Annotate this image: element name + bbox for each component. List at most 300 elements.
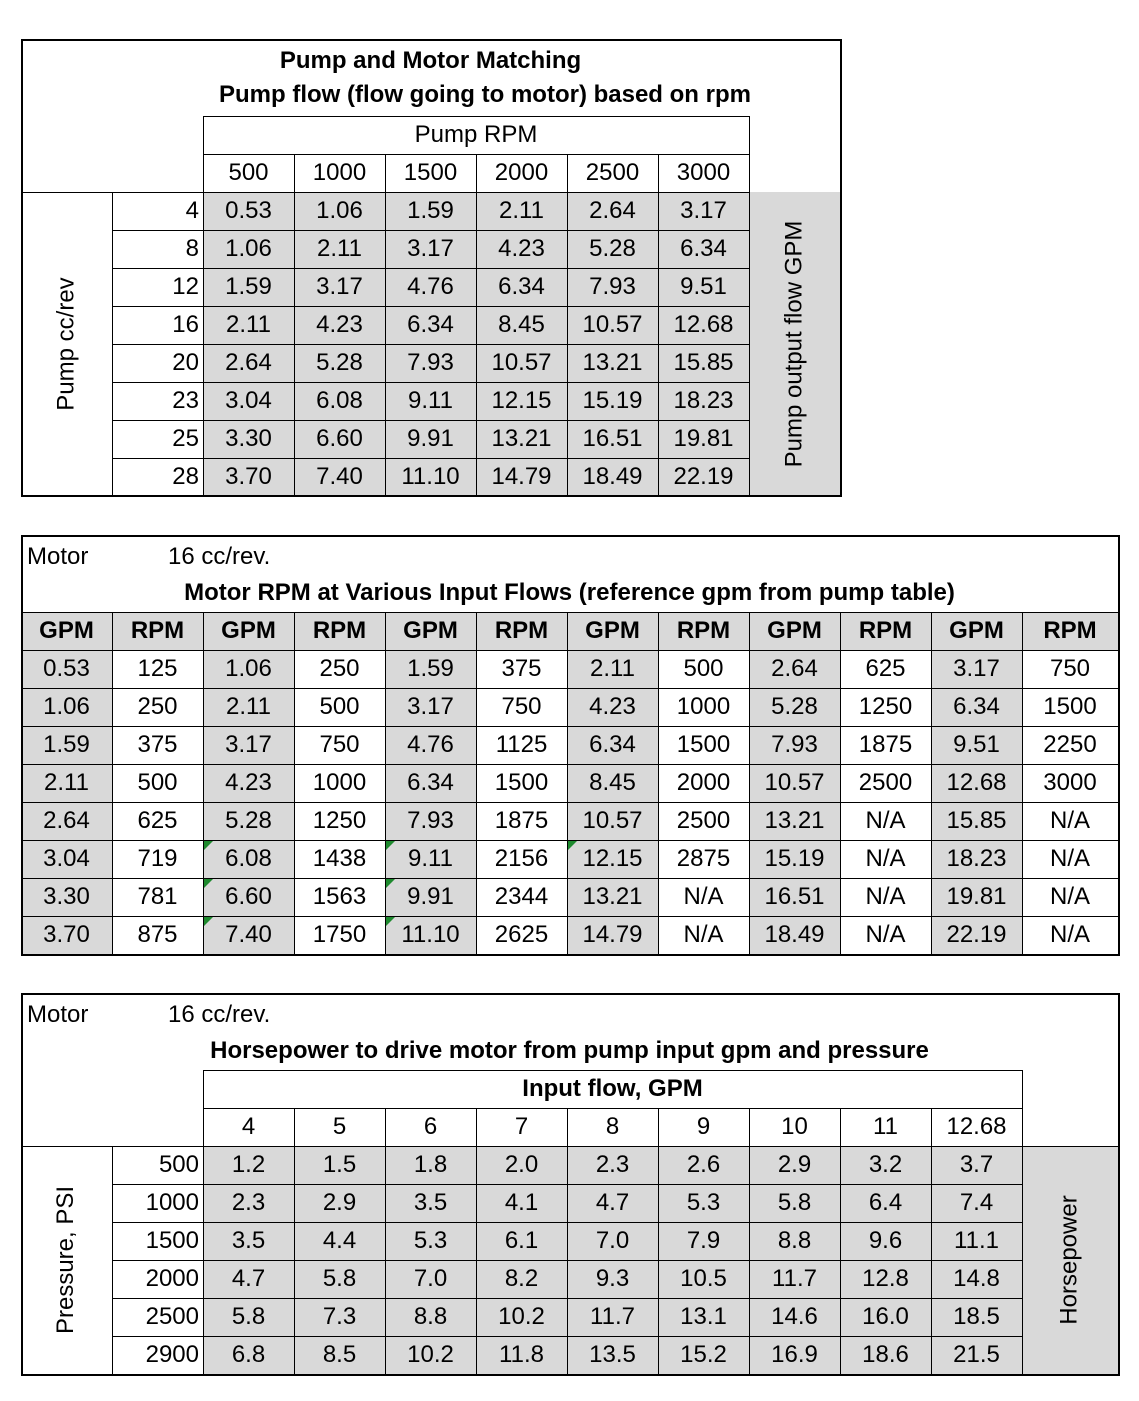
table1-flow-cell[interactable]: 1.59: [225, 273, 272, 300]
table2-cell[interactable]: 6.60: [225, 883, 272, 910]
table3-hp-cell[interactable]: 3.2: [868, 1151, 903, 1178]
table3-hp-cell[interactable]: 11.7: [590, 1303, 635, 1330]
table2-cell[interactable]: 3.17: [407, 693, 454, 720]
grid-line-h: [21, 1374, 1120, 1376]
table2-cell[interactable]: 719: [137, 845, 178, 872]
table2-cell[interactable]: 7.93: [407, 807, 454, 834]
table2-cell[interactable]: 9.11: [408, 845, 453, 872]
table1-flow-cell[interactable]: 3.17: [316, 273, 363, 300]
table1-cc-value[interactable]: 16: [172, 311, 199, 338]
grid-line-h: [112, 344, 750, 345]
table2-cell[interactable]: 13.21: [764, 807, 825, 834]
table3-psi-value[interactable]: 2900: [145, 1341, 199, 1368]
table3-hp-cell[interactable]: 7.0: [413, 1265, 448, 1292]
grid-line-h: [112, 306, 750, 307]
table3-hp-cell[interactable]: 7.4: [959, 1189, 994, 1216]
table2-cell[interactable]: N/A: [1049, 921, 1090, 948]
table2-cell[interactable]: N/A: [865, 883, 906, 910]
grid-line-h: [203, 1070, 1023, 1071]
table2-cell[interactable]: 10.57: [764, 769, 825, 796]
table3-hp-cell[interactable]: 4.7: [231, 1265, 266, 1292]
table2-cell[interactable]: 18.23: [946, 845, 1007, 872]
table1-flow-cell[interactable]: 9.91: [407, 425, 454, 452]
table1-flow-cell[interactable]: 18.23: [673, 387, 734, 414]
table3-hp-cell[interactable]: 9.6: [868, 1227, 903, 1254]
table1-flow-cell[interactable]: 5.28: [316, 349, 363, 376]
table3-psi-value[interactable]: 1500: [145, 1227, 199, 1254]
grid-line-h: [21, 726, 1119, 727]
table3-hp-cell[interactable]: 11.7: [772, 1265, 817, 1292]
table3-hp-cell[interactable]: 18.6: [862, 1341, 909, 1368]
table3-hp-cell[interactable]: 2.6: [686, 1151, 721, 1178]
table3-flow-col-header[interactable]: 10: [781, 1113, 808, 1140]
grid-line-h: [21, 688, 1119, 689]
grid-line-v: [931, 612, 932, 955]
grid-line-v: [567, 154, 568, 496]
table1-flow-cell[interactable]: 15.19: [582, 387, 643, 414]
table1-flow-cell[interactable]: 10.57: [491, 349, 552, 376]
table1-flow-cell[interactable]: 3.04: [225, 387, 272, 414]
table3-hp-cell[interactable]: 6.1: [504, 1227, 539, 1254]
table3-hp-cell[interactable]: 11.8: [499, 1341, 544, 1368]
grid-line-v: [385, 154, 386, 496]
table2-cell[interactable]: N/A: [1049, 845, 1090, 872]
table2-cell[interactable]: 0.53: [43, 655, 90, 682]
table1-row-axis-label: [21, 192, 112, 495]
table2-cell[interactable]: N/A: [865, 807, 906, 834]
table1-flow-cell[interactable]: 12.68: [673, 311, 734, 338]
table1-flow-cell[interactable]: 2.11: [499, 197, 544, 224]
table3-hp-cell[interactable]: 16.0: [862, 1303, 909, 1330]
grid-line-v: [112, 1146, 113, 1375]
table1-flow-cell[interactable]: 11.10: [401, 462, 460, 490]
table2-cell[interactable]: 18.49: [764, 921, 825, 948]
table3-flow-col-header[interactable]: 9: [696, 1113, 711, 1140]
table1-flow-cell[interactable]: 0.53: [225, 197, 272, 224]
table2-cell[interactable]: 3000: [1043, 769, 1097, 796]
table3-hp-cell[interactable]: 1.8: [413, 1151, 448, 1178]
table2-cell[interactable]: 2.11: [226, 693, 271, 720]
table2-col-header[interactable]: RPM: [494, 617, 549, 644]
table1-flow-cell[interactable]: 4.23: [316, 311, 363, 338]
table3-flow-col-header[interactable]: 5: [332, 1113, 347, 1140]
table1-flow-cell[interactable]: 6.34: [680, 235, 727, 262]
table2-cell[interactable]: 8.45: [589, 769, 636, 796]
table1-flow-cell[interactable]: 6.34: [407, 311, 454, 338]
comment-marker-icon: [204, 841, 213, 850]
table3-hp-cell[interactable]: 5.3: [686, 1189, 721, 1216]
table2-cell[interactable]: 14.79: [582, 921, 643, 948]
table2-col-header[interactable]: GPM: [949, 617, 1004, 644]
grid-line-h: [112, 382, 750, 383]
grid-line-v: [567, 612, 568, 955]
table1-rpm-col-header[interactable]: 3000: [676, 159, 731, 186]
table2-cell[interactable]: N/A: [1049, 807, 1090, 834]
table3-hp-cell[interactable]: 10.2: [407, 1341, 454, 1368]
table2-cell[interactable]: 2625: [494, 921, 549, 948]
table2-cell[interactable]: 875: [137, 921, 178, 948]
table2-col-header[interactable]: GPM: [221, 617, 276, 644]
table3-hp-cell[interactable]: 5.8: [322, 1265, 357, 1292]
table1-flow-cell[interactable]: 1.59: [407, 197, 454, 224]
table1-flow-cell[interactable]: 6.08: [316, 387, 363, 414]
table3-hp-cell[interactable]: 13.1: [680, 1303, 727, 1330]
table3-flow-col-header[interactable]: 8: [605, 1113, 620, 1140]
table1-right-label: [749, 192, 840, 495]
table1-flow-cell[interactable]: 6.60: [316, 425, 363, 452]
table3-hp-cell[interactable]: 11.1: [954, 1227, 999, 1254]
table2-cell[interactable]: N/A: [1049, 883, 1090, 910]
table2-cell[interactable]: 625: [865, 655, 906, 682]
table1-cc-value[interactable]: 23: [172, 387, 199, 414]
table3-row-axis-label: [21, 1146, 112, 1374]
table3-hp-cell[interactable]: 3.5: [231, 1227, 266, 1254]
table2-cell[interactable]: 1000: [676, 693, 731, 720]
table1-flow-cell[interactable]: 10.57: [582, 311, 643, 338]
table1-flow-cell[interactable]: 7.93: [407, 349, 454, 376]
table2-cell[interactable]: 500: [319, 693, 360, 720]
comment-marker-icon: [386, 917, 395, 926]
table2-col-header[interactable]: RPM: [1043, 617, 1097, 644]
table2-cell[interactable]: N/A: [865, 845, 906, 872]
table1-flow-cell[interactable]: 2.64: [225, 349, 272, 376]
grid-line-v: [294, 612, 295, 955]
grid-line-h: [21, 535, 1120, 537]
table1-flow-cell[interactable]: 12.15: [491, 387, 552, 414]
table3-hp-cell[interactable]: 8.8: [777, 1227, 812, 1254]
table2-cell[interactable]: 12.15: [582, 845, 643, 872]
table2-cell[interactable]: 9.91: [407, 883, 454, 910]
table1-cc-value[interactable]: 12: [172, 273, 199, 300]
table3-hp-cell[interactable]: 10.2: [498, 1303, 545, 1330]
table2-cell[interactable]: 1.06: [225, 655, 272, 682]
table1-cc-value[interactable]: 4: [185, 197, 199, 224]
table3-hp-cell[interactable]: 18.5: [953, 1303, 1000, 1330]
grid-line-h: [21, 1146, 1119, 1147]
table1-title[interactable]: Pump and Motor Matching: [279, 46, 582, 74]
table2-cell[interactable]: N/A: [865, 921, 906, 948]
table3-hp-cell[interactable]: 12.8: [862, 1265, 909, 1292]
table3-flow-col-header[interactable]: 12.68: [946, 1113, 1007, 1140]
table2-cell[interactable]: 625: [137, 807, 178, 834]
table3-hp-cell[interactable]: 7.0: [595, 1227, 630, 1254]
table2-title[interactable]: Motor RPM at Various Input Flows (reference gpm from pump table): [184, 579, 955, 606]
table3-flow-col-header[interactable]: 4: [241, 1113, 256, 1140]
table1-rpm-col-header[interactable]: 1500: [403, 159, 458, 186]
table1-flow-cell[interactable]: 3.17: [407, 235, 454, 262]
table3-hp-cell[interactable]: 6.8: [231, 1341, 266, 1368]
table1-flow-cell[interactable]: 9.11: [408, 387, 453, 414]
table1-cc-value[interactable]: 20: [172, 349, 199, 376]
table2-cell[interactable]: 1250: [858, 693, 913, 720]
table3-psi-value[interactable]: 500: [158, 1151, 199, 1178]
table1-flow-cell[interactable]: 14.79: [491, 462, 552, 490]
table3-flow-header[interactable]: Input flow, GPM: [522, 1075, 703, 1102]
table3-psi-value[interactable]: 2500: [145, 1303, 199, 1330]
table3-hp-cell[interactable]: 8.2: [504, 1265, 539, 1292]
table1-rpm-col-header[interactable]: 1000: [312, 159, 367, 186]
table2-cell[interactable]: 2.64: [771, 655, 818, 682]
grid-line-v: [1118, 535, 1120, 956]
table2-cell[interactable]: 19.81: [946, 883, 1007, 910]
table3-hp-cell[interactable]: 2.9: [777, 1151, 812, 1178]
table1-flow-cell[interactable]: 3.17: [680, 197, 727, 224]
table3-hp-cell[interactable]: 15.2: [680, 1341, 727, 1368]
grid-line-v: [840, 1108, 841, 1375]
table2-col-header[interactable]: RPM: [858, 617, 913, 644]
table3-right-label-text: Horsepower: [1056, 1195, 1084, 1325]
table2-col-header[interactable]: GPM: [585, 617, 640, 644]
table2-cell[interactable]: 1125: [495, 731, 548, 758]
table2-cell[interactable]: 1500: [494, 769, 549, 796]
table2-cell[interactable]: 6.08: [225, 845, 272, 872]
table2-cell[interactable]: 750: [1049, 655, 1091, 682]
grid-line-v: [476, 612, 477, 955]
table1-rpm-col-header[interactable]: 2500: [585, 159, 640, 186]
table2-cell[interactable]: 5.28: [771, 693, 818, 720]
table3-hp-cell[interactable]: 16.9: [771, 1341, 818, 1368]
grid-line-v: [1022, 1070, 1023, 1375]
grid-line-v: [840, 612, 841, 955]
table3-psi-value[interactable]: 1000: [145, 1189, 199, 1216]
table3-hp-cell[interactable]: 2.0: [504, 1151, 539, 1178]
grid-line-v: [203, 612, 204, 955]
table3-hp-cell[interactable]: 5.3: [413, 1227, 448, 1254]
table1-flow-cell[interactable]: 6.34: [498, 273, 545, 300]
table3-hp-cell[interactable]: 2.3: [595, 1151, 630, 1178]
table1-flow-cell[interactable]: 5.28: [589, 235, 636, 262]
table3-hp-cell[interactable]: 9.3: [595, 1265, 630, 1292]
table2-cell[interactable]: 3.04: [43, 845, 90, 872]
table2-cell[interactable]: 2875: [676, 845, 731, 872]
table3-motor-label[interactable]: Motor: [27, 1000, 89, 1028]
table1-rpm-col-header[interactable]: 500: [228, 159, 269, 186]
table1-flow-cell[interactable]: 13.21: [491, 425, 552, 452]
grid-line-v: [931, 1108, 932, 1375]
table2-cell[interactable]: 16.51: [764, 883, 825, 910]
table2-cell[interactable]: 1875: [858, 731, 913, 758]
table2-cell[interactable]: 6.34: [589, 731, 636, 758]
table2-cell[interactable]: 22.19: [946, 921, 1007, 948]
table2-col-header[interactable]: GPM: [403, 617, 458, 644]
table1-flow-cell[interactable]: 9.51: [680, 273, 727, 300]
table3-flow-col-header[interactable]: 11: [873, 1113, 898, 1140]
table2-cell[interactable]: 125: [137, 655, 178, 682]
table2-cell[interactable]: 3.30: [43, 883, 90, 910]
table1-flow-cell[interactable]: 13.21: [582, 349, 643, 376]
table2-cell[interactable]: 11.10: [401, 921, 460, 948]
table1-flow-cell[interactable]: 8.45: [498, 311, 545, 338]
table3-hp-cell[interactable]: 5.8: [777, 1189, 812, 1216]
grid-line-h: [112, 458, 750, 459]
table3-hp-cell[interactable]: 8.8: [413, 1303, 448, 1330]
table3-flow-col-header[interactable]: 7: [514, 1113, 529, 1140]
table2-cell[interactable]: 250: [319, 655, 360, 682]
table2-cell[interactable]: 1438: [312, 845, 367, 872]
table2-cell[interactable]: N/A: [683, 921, 724, 948]
table3-hp-cell[interactable]: 4.7: [595, 1189, 630, 1216]
table2-cell[interactable]: 15.85: [946, 807, 1007, 834]
table1-flow-cell[interactable]: 18.49: [582, 462, 643, 490]
table1-flow-cell[interactable]: 3.30: [225, 425, 272, 452]
table2-cell[interactable]: 1250: [312, 807, 367, 834]
table2-cell[interactable]: 6.34: [407, 769, 454, 796]
grid-line-v: [21, 535, 23, 956]
table2-cell[interactable]: 5.28: [225, 807, 272, 834]
table1-rpm-header[interactable]: Pump RPM: [414, 121, 538, 148]
table2-col-header[interactable]: RPM: [312, 617, 367, 644]
table1-flow-cell[interactable]: 2.11: [226, 311, 271, 338]
table3-hp-cell[interactable]: 14.6: [771, 1303, 818, 1330]
table3-hp-cell[interactable]: 4.1: [504, 1189, 539, 1216]
grid-line-v: [203, 1070, 204, 1375]
table2-cell[interactable]: 3.17: [225, 731, 272, 758]
grid-line-v: [567, 1108, 568, 1375]
grid-line-v: [658, 612, 659, 955]
grid-line-v: [1022, 612, 1023, 955]
table1-subtitle[interactable]: Pump flow (flow going to motor) based on rpm: [219, 81, 751, 108]
grid-line-v: [385, 1108, 386, 1375]
table3-hp-cell[interactable]: 21.5: [953, 1341, 1000, 1368]
table2-cell[interactable]: 750: [319, 731, 360, 758]
table2-col-header[interactable]: GPM: [39, 617, 94, 644]
grid-line-v: [476, 1108, 477, 1375]
table1-flow-cell[interactable]: 2.64: [589, 197, 636, 224]
table2-cell[interactable]: 2.64: [43, 807, 90, 834]
table2-cell[interactable]: 500: [683, 655, 724, 682]
table2-cell[interactable]: 1750: [312, 921, 367, 948]
table3-hp-cell[interactable]: 6.4: [868, 1189, 903, 1216]
table3-psi-value[interactable]: 2000: [145, 1265, 199, 1292]
table2-cell[interactable]: 1500: [1043, 693, 1097, 720]
table2-cell[interactable]: 3.70: [43, 921, 90, 948]
table1-flow-cell[interactable]: 4.23: [498, 235, 545, 262]
table2-cell[interactable]: 1875: [494, 807, 549, 834]
table2-cell[interactable]: 1000: [312, 769, 367, 796]
table3-hp-cell[interactable]: 3.5: [413, 1189, 448, 1216]
table2-cell[interactable]: 15.19: [764, 845, 825, 872]
table2-col-header[interactable]: RPM: [676, 617, 731, 644]
table2-cell[interactable]: 2344: [494, 883, 549, 910]
table3-hp-cell[interactable]: 14.8: [953, 1265, 1000, 1292]
table2-cell[interactable]: 1500: [676, 731, 731, 758]
table2-cell[interactable]: 10.57: [582, 807, 643, 834]
table2-cell[interactable]: 4.76: [407, 731, 454, 758]
table1-flow-cell[interactable]: 19.81: [673, 425, 734, 452]
grid-line-v: [203, 116, 204, 496]
table1-flow-cell[interactable]: 1.06: [316, 197, 363, 224]
table2-cell[interactable]: 2.11: [590, 655, 635, 682]
table2-cell[interactable]: 500: [137, 769, 178, 796]
table2-cell[interactable]: 2500: [858, 769, 913, 796]
table1-flow-cell[interactable]: 7.93: [589, 273, 636, 300]
table2-cell[interactable]: 375: [137, 731, 178, 758]
table2-cell[interactable]: N/A: [683, 883, 724, 910]
table3-hp-cell[interactable]: 1.5: [322, 1151, 357, 1178]
table1-cc-value[interactable]: 28: [172, 462, 199, 490]
grid-line-v: [294, 1108, 295, 1375]
table3-hp-cell[interactable]: 2.9: [322, 1189, 357, 1216]
table2-cell[interactable]: 1.06: [43, 693, 90, 720]
table2-cell[interactable]: 12.68: [946, 769, 1007, 796]
table1-cc-value[interactable]: 8: [185, 235, 199, 262]
table2-cell[interactable]: 6.34: [953, 693, 1000, 720]
table2-col-header[interactable]: RPM: [130, 617, 185, 644]
table2-cell[interactable]: 1.59: [43, 731, 90, 758]
table2-cell[interactable]: 2500: [676, 807, 731, 834]
table2-cell[interactable]: 1.59: [407, 655, 454, 682]
grid-line-v: [749, 612, 750, 955]
table2-cell[interactable]: 2250: [1043, 731, 1097, 758]
table1-cc-value[interactable]: 25: [172, 425, 199, 452]
table2-cell[interactable]: 781: [137, 883, 178, 910]
table3-hp-cell[interactable]: 10.5: [680, 1265, 727, 1292]
grid-line-h: [112, 420, 750, 421]
table2-cell[interactable]: 2156: [494, 845, 549, 872]
table3-flow-col-header[interactable]: 6: [423, 1113, 438, 1140]
table1-row-axis-label-text: Pump cc/rev: [52, 276, 80, 411]
table1-right-label-text: Pump output flow GPM: [780, 220, 808, 467]
table2-cell[interactable]: 250: [137, 693, 178, 720]
table2-cell[interactable]: 375: [501, 655, 542, 682]
table2-motor-label[interactable]: Motor: [27, 542, 89, 570]
table3-hp-cell[interactable]: 4.4: [322, 1227, 357, 1254]
comment-marker-icon: [386, 879, 395, 888]
table3-motor-size[interactable]: 16 cc/rev.: [168, 1000, 271, 1028]
table2-cell[interactable]: 2.11: [44, 769, 89, 796]
table3-hp-cell[interactable]: 7.3: [322, 1303, 357, 1330]
table1-flow-cell[interactable]: 16.51: [582, 425, 643, 452]
table3-hp-cell[interactable]: 2.3: [231, 1189, 266, 1216]
grid-line-h: [21, 612, 1119, 613]
table2-cell[interactable]: 13.21: [582, 883, 643, 910]
table2-cell[interactable]: 2000: [676, 769, 731, 796]
grid-line-v: [658, 1108, 659, 1375]
table1-flow-cell[interactable]: 15.85: [673, 349, 734, 376]
table1-flow-cell[interactable]: 1.06: [225, 235, 272, 262]
table2-cell[interactable]: 3.17: [953, 655, 1000, 682]
table2-motor-size[interactable]: 16 cc/rev.: [168, 542, 271, 570]
table1-flow-cell[interactable]: 3.70: [225, 462, 272, 490]
table1-flow-cell[interactable]: 7.40: [316, 462, 363, 490]
grid-line-h: [21, 954, 1120, 956]
table3-hp-cell[interactable]: 5.8: [231, 1303, 266, 1330]
table3-row-axis-label-text: Pressure, PSI: [52, 1185, 80, 1335]
table2-cell[interactable]: 4.23: [589, 693, 636, 720]
table2-cell[interactable]: 750: [501, 693, 542, 720]
table1-flow-cell[interactable]: 4.76: [407, 273, 454, 300]
table3-hp-cell[interactable]: 8.5: [322, 1341, 357, 1368]
table1-flow-cell[interactable]: 22.19: [673, 462, 734, 490]
table1-rpm-col-header[interactable]: 2000: [494, 159, 549, 186]
comment-marker-icon: [204, 879, 213, 888]
table2-cell[interactable]: 9.51: [953, 731, 1000, 758]
table3-hp-cell[interactable]: 3.7: [959, 1151, 994, 1178]
table2-col-header[interactable]: GPM: [767, 617, 822, 644]
table2-cell[interactable]: 4.23: [225, 769, 272, 796]
comment-marker-icon: [386, 841, 395, 850]
table2-cell[interactable]: 7.93: [771, 731, 818, 758]
table3-hp-cell[interactable]: 13.5: [589, 1341, 636, 1368]
table3-title[interactable]: Horsepower to drive motor from pump input gpm and pressure: [210, 1037, 929, 1064]
table1-flow-cell[interactable]: 2.11: [317, 235, 362, 262]
table2-cell[interactable]: 7.40: [225, 921, 272, 948]
table2-cell[interactable]: 1563: [312, 883, 367, 910]
table3-hp-cell[interactable]: 7.9: [686, 1227, 721, 1254]
grid-line-v: [658, 154, 659, 496]
comment-marker-icon: [204, 917, 213, 926]
table3-hp-cell[interactable]: 1.2: [231, 1151, 266, 1178]
